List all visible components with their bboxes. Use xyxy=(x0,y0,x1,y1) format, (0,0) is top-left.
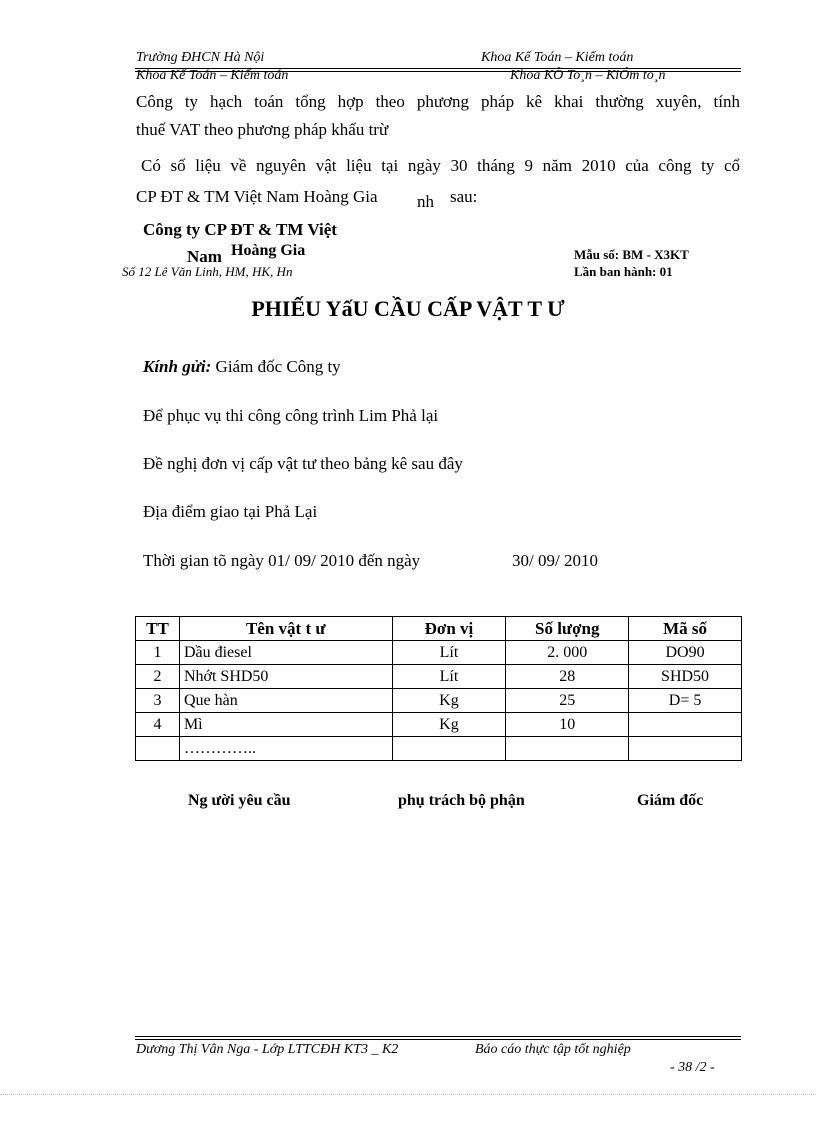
header-faculty-left: Khoa Kế Toán – Kiểm toán xyxy=(136,68,289,83)
addressee-value: Giám đốc Công ty xyxy=(211,357,341,376)
footer-author: Dương Thị Vân Nga - Lớp LTTCĐH KT3 _ K2 xyxy=(136,1042,399,1057)
cell-code xyxy=(629,713,742,737)
cell-unit xyxy=(392,737,506,761)
company-name-line-1: Công ty CP ĐT & TM Việt xyxy=(143,220,337,239)
cell-quantity xyxy=(506,737,629,761)
cell-tt: 3 xyxy=(136,689,180,713)
cell-tt: 1 xyxy=(136,641,180,665)
issue-number: Lần ban hành: 01 xyxy=(574,264,673,279)
header-quantity: Số lượng xyxy=(506,617,629,641)
cell-name: Que hàn xyxy=(179,689,392,713)
table-row xyxy=(136,737,742,761)
cell-quantity: 10 xyxy=(506,713,629,737)
delivery-place: Địa điểm giao tại Phả Lại xyxy=(143,502,318,521)
header-faculty: Khoa Kế Toán – Kiểm toán xyxy=(481,50,634,65)
cell-quantity: 28 xyxy=(506,665,629,689)
cell-name: ………….. xyxy=(179,737,392,761)
cell-name: Nhớt SHD50 xyxy=(179,665,392,689)
cell-unit: Kg xyxy=(392,713,506,737)
intro-line-2: thuế VAT theo phương pháp khấu trừ xyxy=(136,120,389,139)
cell-code: DO90 xyxy=(629,641,742,665)
signature-requester: Ng ười yêu cầu xyxy=(188,792,291,809)
intro-line-4c: sau: xyxy=(450,187,478,206)
table-row xyxy=(136,641,742,665)
cell-tt: 2 xyxy=(136,665,180,689)
purpose-line: Để phục vụ thi công công trình Lim Phả lại xyxy=(143,406,439,425)
header-faculty-garbled: Khoa KÕ To¸n – KiÓm to¸n xyxy=(510,68,666,83)
intro-line-4a: CP ĐT & TM Việt Nam Hoàng Gia xyxy=(136,187,378,206)
table-row xyxy=(136,689,742,713)
cell-tt: 4 xyxy=(136,713,180,737)
page-number: - 38 /2 - xyxy=(670,1060,715,1075)
addressee xyxy=(143,357,341,377)
signature-department: phụ trách bộ phận xyxy=(398,792,525,809)
cell-unit: Lít xyxy=(392,665,506,689)
company-name-line-2a: Nam xyxy=(187,247,222,266)
time-end: 30/ 09/ 2010 xyxy=(512,551,598,570)
request-line: Đề nghị đơn vị cấp vật tư theo bảng kê sau đây xyxy=(143,454,463,473)
table-row xyxy=(136,713,742,737)
header-school: Trường ĐHCN Hà Nội xyxy=(136,50,265,65)
header-code: Mã số xyxy=(629,617,742,641)
cell-unit: Kg xyxy=(392,689,506,713)
addressee-label: Kính gửi: xyxy=(143,357,212,376)
footer-report: Báo cáo thực tập tốt nghiệp xyxy=(475,1042,631,1057)
intro-line-4b: nh xyxy=(417,192,434,211)
cell-name: Mì xyxy=(179,713,392,737)
header-tt: TT xyxy=(136,617,180,641)
cell-tt xyxy=(136,737,180,761)
company-address: Số 12 Lê Văn Linh, HM, HK, Hn xyxy=(122,264,293,279)
table-row xyxy=(136,665,742,689)
footer-rule-2 xyxy=(135,1039,741,1040)
company-name-line-2b: Hoàng Gia xyxy=(231,242,306,259)
cell-name: Dầu điesel xyxy=(179,641,392,665)
cell-unit: Lít xyxy=(392,641,506,665)
signature-director: Giám đốc xyxy=(637,792,704,809)
intro-line-1: Công ty hạch toán tổng hợp theo phương pháp kê khai thường xuyên, tính xyxy=(136,92,740,111)
cell-code xyxy=(629,737,742,761)
cell-quantity: 2. 000 xyxy=(506,641,629,665)
footer-rule xyxy=(135,1036,741,1037)
materials-table xyxy=(135,616,742,761)
intro-line-3: Có số liệu về nguyên vật liệu tại ngày 30 tháng 9 năm 2010 của công ty cổ xyxy=(141,156,740,175)
form-number: Mẫu số: BM - X3KT xyxy=(574,247,689,262)
table-header-row xyxy=(136,617,742,641)
cell-quantity: 25 xyxy=(506,689,629,713)
time-line: Thời gian tõ ngày 01/ 09/ 2010 đến ngày xyxy=(143,551,421,570)
page-title: PHIẾU YấU CẦU CẤP VẬT T Ư xyxy=(251,296,565,321)
cell-code: D= 5 xyxy=(629,689,742,713)
header-unit: Đơn vị xyxy=(392,617,506,641)
header-name: Tên vật t ư xyxy=(179,617,392,641)
cell-code: SHD50 xyxy=(629,665,742,689)
page-bottom-dotted-line xyxy=(0,1094,816,1095)
